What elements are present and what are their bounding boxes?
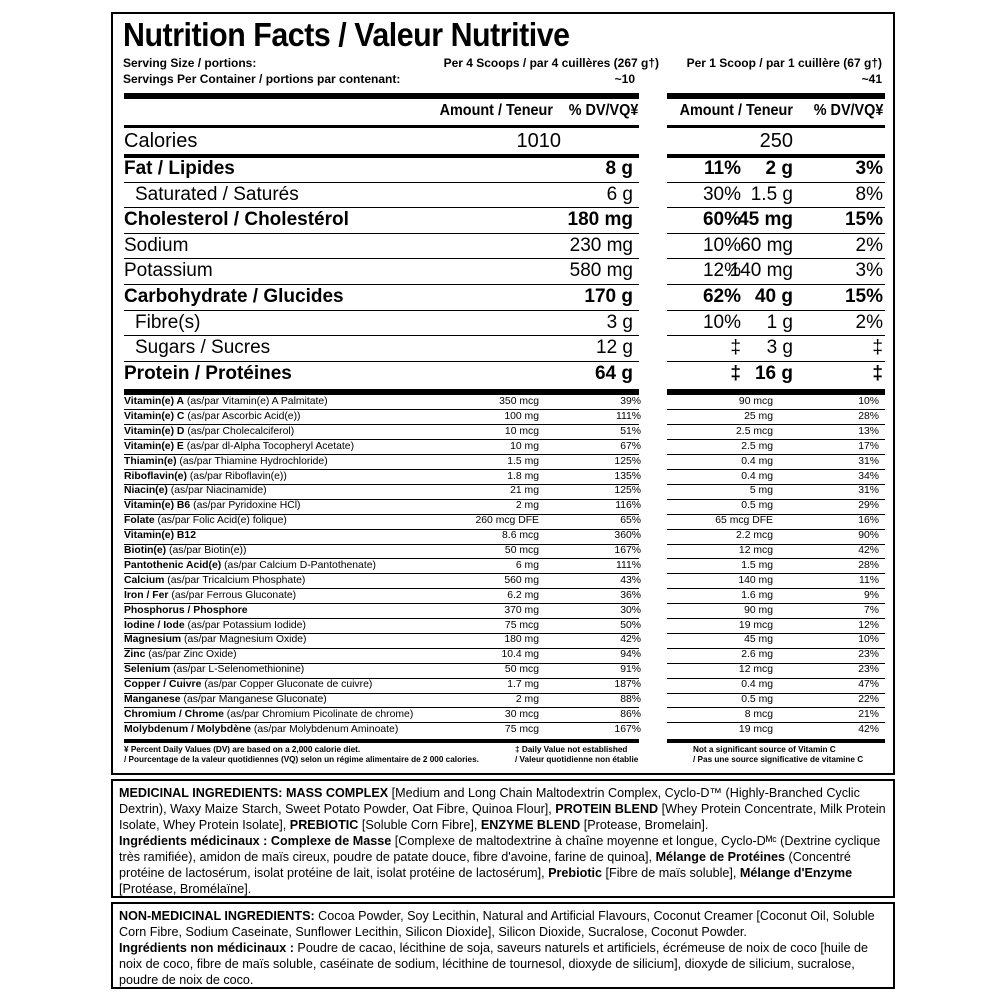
vitamin-name: Thiamin(e) [124, 455, 177, 467]
calories-4: 1010 [516, 130, 561, 152]
vitamin-source: (as/par Ferrous Gluconate) [168, 589, 297, 601]
amount-1-scoop: 140 mg [729, 260, 793, 282]
amount-4-scoops: 1.5 mg [507, 455, 539, 467]
vitamin-row [113, 395, 893, 410]
amount-1-scoop: 0.5 mg [741, 500, 773, 512]
vitamin-row [113, 693, 893, 708]
nutrient-row [113, 362, 893, 387]
dv-1-scoop: ‡ [872, 337, 883, 359]
nutrition-facts-panel [111, 12, 895, 775]
dv-4-scoops: 50% [620, 619, 641, 631]
amount-1-scoop: 65 mcg DFE [715, 515, 773, 527]
dv-4-scoops: ‡ [730, 362, 741, 384]
dv-1-scoop: ‡ [872, 362, 883, 384]
dv-4-scoops: 30% [702, 183, 741, 205]
dv-4-scoops: 360% [614, 530, 641, 542]
dv-1-scoop: 22% [858, 694, 879, 705]
ingredient-text: [Fibre de maïs soluble], [602, 866, 740, 880]
footnote-vitc [693, 745, 863, 765]
vitamin-name: Vitamin(e) C [124, 410, 185, 422]
amount-1-scoop: 19 mcg [738, 723, 773, 735]
amount-4-scoops: 64 g [594, 362, 633, 384]
dv-4-scoops: 94% [620, 649, 641, 661]
vitamin-source: (as/par dl-Alpha Tocopheryl Acetate) [183, 440, 355, 452]
vitamin-source: (as/par Molybdenum Aminoate) [251, 723, 399, 735]
ingredient-heading: Mélange de Protéines [655, 850, 786, 864]
ingredient-text: Poudre de cacao, lécithine de soja, saveurs naturels et artificiels, écrémeuse de noix de coco [huile de noix de coco, fibre de maïs soluble, caséinate de sodium, lécithine de tournesol, dioxyde de silicium], dioxyde de silicium, sucralose, poudre de noix de coco. [119, 941, 868, 987]
amount-4-scoops: 370 mg [504, 604, 539, 616]
vitamin-source: (as/par Cholecalciferol) [184, 425, 295, 437]
dv-1-scoop: 3% [855, 158, 883, 179]
amount-1-scoop: 60 mg [740, 234, 793, 256]
amount-1-scoop: 19 mcg [738, 619, 773, 631]
amount-4-scoops: 260 mcg DFE [475, 515, 539, 527]
servings-per-container-label: Servings Per Container / portions par contenant: [123, 72, 401, 86]
ingredient-heading: PREBIOTIC [289, 818, 359, 832]
dv-4-scoops: 67% [620, 440, 641, 452]
dv-1-scoop: 7% [863, 604, 879, 616]
vitamin-row [113, 514, 893, 529]
nutrient-row [113, 208, 893, 233]
amount-4-scoops: 560 mg [504, 574, 539, 586]
dv-4-scoops: 62% [702, 286, 741, 307]
vitamin-source: (as/par Folic Acid(e) folique) [154, 515, 287, 527]
servings-1-scoop: ~41 [861, 72, 882, 86]
vitamin-row [113, 484, 893, 499]
amount-1-scoop: 0.4 mg [741, 470, 773, 482]
ingredient-heading: MEDICINAL INGREDIENTS: MASS COMPLEX [119, 786, 389, 800]
amount-4-scoops: 1.8 mg [507, 470, 539, 482]
col-dv-1: % DV/VQ¥ [813, 102, 883, 119]
dv-4-scoops: 42% [620, 634, 641, 646]
vitamin-row [113, 708, 893, 723]
nutrient-row [113, 336, 893, 361]
amount-1-scoop: 8 mcg [744, 708, 773, 720]
amount-4-scoops: 180 mg [504, 634, 539, 646]
amount-1-scoop: 0.4 mg [741, 679, 773, 691]
vitamin-name: Molybdenum / Molybdène [124, 723, 252, 735]
rule-under-colhdr-right [667, 125, 885, 128]
vitamin-label [124, 663, 304, 677]
ingredient-text: [Protéase, Bromélaïne]. [119, 882, 252, 896]
vitamin-source: (as/par Tricalcium Phosphate) [164, 574, 306, 586]
amount-1-scoop: 45 mg [738, 209, 793, 231]
dv-1-scoop: 3% [855, 260, 883, 282]
vitamin-label [124, 693, 327, 707]
amount-1-scoop: 5 mg [749, 485, 773, 497]
dv-4-scoops: 167% [614, 723, 641, 735]
medicinal-ingredients-fr [119, 833, 887, 897]
amount-1-scoop: 25 mg [744, 410, 773, 422]
dv-4-scoops: 11% [704, 158, 741, 179]
amount-4-scoops: 180 mg [567, 209, 633, 231]
ingredient-heading: Prebiotic [548, 866, 603, 880]
amount-4-scoops: 6 mg [515, 559, 539, 571]
footnote-dagger-fr: / Valeur quotidienne non établie [515, 755, 639, 764]
vitamin-label [124, 484, 267, 498]
ingredient-text: [Protease, Bromelain]. [580, 818, 709, 832]
dv-4-scoops: 30% [620, 604, 641, 616]
vitamin-label [124, 410, 301, 424]
vitamin-source: (as/par Niacinamide) [167, 485, 267, 497]
col-amount-1: Amount / Teneur [679, 102, 793, 119]
dv-1-scoop: 15% [844, 209, 883, 231]
dv-1-scoop: 8% [855, 183, 883, 205]
vitamin-row [113, 529, 893, 544]
vitamin-name: Iron / Fer [124, 589, 169, 601]
dv-1-scoop: 23% [858, 664, 879, 676]
vitamin-label [124, 470, 287, 484]
vitamin-name: Magnesium [124, 634, 182, 646]
vitamin-label [124, 648, 237, 662]
vitamin-label [124, 514, 287, 528]
amount-1-scoop: 90 mg [744, 604, 773, 616]
ingredient-text: [Soluble Corn Fibre], [358, 818, 481, 832]
vitamin-name: Vitamin(e) E [124, 440, 184, 452]
amount-1-scoop: 16 g [754, 362, 793, 384]
dv-4-scoops: 39% [620, 396, 641, 407]
vitamin-label [124, 559, 376, 573]
vitamin-name: Chromium / Chrome [124, 708, 224, 720]
dv-1-scoop: 42% [858, 545, 879, 556]
thick-rule-footer-right [667, 739, 885, 743]
amount-1-scoop: 2 g [765, 158, 793, 179]
vitamin-name: Zinc [124, 649, 146, 661]
dv-1-scoop: 28% [858, 410, 879, 422]
dv-4-scoops: 65% [620, 515, 641, 527]
dv-1-scoop: 47% [858, 679, 879, 691]
vitamin-row [113, 544, 893, 559]
ingredient-text: [Complexe de maltodextrine à chaîne moyenne et longue, Cyclo-Dᴹᶜ (Dextrine cyclique très ramifiée), amidon de maïs cireux, poudre de patate douce, fibre d'avoine, farine de quinoa], [119, 834, 881, 864]
nutrient-label: Potassium [124, 260, 213, 282]
nutrient-row [113, 183, 893, 208]
vitamin-name: Niacin(e) [124, 485, 168, 497]
amount-4-scoops: 12 g [596, 337, 633, 359]
vitamin-name: Vitamin(e) D [124, 425, 185, 437]
non-medicinal-ingredients-panel [111, 902, 895, 989]
vitamin-row [113, 723, 893, 738]
vitamin-source: (as/par Chromium Picolinate de chrome) [223, 708, 414, 720]
dv-4-scoops: 167% [614, 545, 641, 556]
vitamin-source: (as/par Biotin(e)) [166, 545, 247, 556]
vitamin-row [113, 470, 893, 485]
vitamin-name: Vitamin(e) B6 [124, 500, 191, 512]
footnote-dv [124, 745, 479, 765]
vitamin-row [113, 499, 893, 514]
vitamin-name: Vitamin(e) B12 [124, 530, 196, 542]
vitamin-label [124, 499, 301, 513]
dv-1-scoop: 15% [844, 286, 883, 307]
vitamin-source: (as/par Thiamine Hydrochloride) [176, 455, 328, 467]
vitamin-label [124, 678, 372, 692]
amount-4-scoops: 2 mg [515, 500, 539, 512]
dv-4-scoops: 43% [620, 574, 641, 586]
ingredient-heading: NON-MEDICINAL INGREDIENTS: [119, 909, 315, 923]
vitamin-source: (as/par Potassium Iodide) [184, 619, 306, 631]
col-amount-4: Amount / Teneur [439, 102, 553, 119]
amount-4-scoops: 10.4 mg [501, 649, 539, 661]
amount-4-scoops: 8 g [605, 158, 633, 179]
vitamin-row [113, 589, 893, 604]
nutrient-label: Fibre(s) [135, 311, 201, 333]
vitamin-label [124, 425, 294, 439]
amount-1-scoop: 2.6 mg [741, 649, 773, 661]
thick-rule-left [124, 93, 639, 99]
dv-4-scoops: 187% [614, 679, 641, 691]
vitamin-name: Pantothenic Acid(e) [124, 559, 222, 571]
vitamin-source: (as/par Calcium D-Pantothenate) [221, 559, 376, 571]
dv-1-scoop: 34% [858, 470, 879, 482]
nutrient-label: Cholesterol / Cholestérol [124, 209, 349, 231]
nutrient-label: Saturated / Saturés [135, 183, 299, 205]
amount-4-scoops: 10 mcg [504, 425, 539, 437]
vitamin-label [124, 529, 196, 543]
dv-1-scoop: 2% [855, 311, 883, 333]
amount-4-scoops: 350 mcg [499, 396, 539, 407]
non-medicinal-ingredients-fr [119, 940, 887, 988]
rule-under-colhdr-left [124, 125, 639, 128]
amount-4-scoops: 170 g [584, 286, 633, 307]
amount-4-scoops: 6 g [606, 183, 633, 205]
amount-1-scoop: 0.4 mg [741, 455, 773, 467]
dv-1-scoop: 31% [858, 485, 879, 497]
dv-1-scoop: 10% [858, 634, 879, 646]
medicinal-ingredients-panel [111, 779, 895, 898]
vitamin-source: (as/par L-Selenomethionine) [170, 664, 305, 676]
dv-1-scoop: 13% [858, 425, 879, 437]
servings-4-scoops: ~10 [614, 72, 635, 86]
footnote-dagger [515, 745, 638, 765]
amount-1-scoop: 2.2 mcg [736, 530, 773, 542]
dv-4-scoops: 111% [615, 410, 641, 422]
nutrient-label: Sugars / Sucres [135, 337, 271, 359]
amount-4-scoops: 580 mg [569, 260, 633, 282]
vitamin-name: Vitamin(e) A [124, 396, 185, 407]
vitamin-name: Biotin(e) [124, 545, 167, 556]
vitamin-label [124, 544, 246, 558]
footnote-dv-en: ¥ Percent Daily Values (DV) are based on a 2,000 calorie diet. [124, 745, 361, 754]
dv-4-scoops: 125% [614, 455, 641, 467]
amount-4-scoops: 50 mcg [504, 664, 539, 676]
amount-4-scoops: 75 mcg [504, 723, 539, 735]
amount-1-scoop: 90 mcg [738, 396, 773, 407]
amount-4-scoops: 1.7 mg [507, 679, 539, 691]
vitamin-name: Iodine / Iode [124, 619, 185, 631]
dv-4-scoops: 135% [614, 470, 641, 482]
vitamin-row [113, 604, 893, 619]
dv-1-scoop: 31% [858, 455, 879, 467]
vitamin-row [113, 440, 893, 455]
vitamin-label [124, 395, 328, 409]
dv-1-scoop: 21% [858, 708, 879, 720]
amount-1-scoop: 40 g [754, 286, 793, 307]
amount-4-scoops: 100 mg [504, 410, 539, 422]
vitamin-row [113, 633, 893, 648]
vitamin-row [113, 663, 893, 678]
dv-4-scoops: 91% [620, 664, 641, 676]
vitamin-source: (as/par Copper Gluconate de cuivre) [201, 679, 373, 691]
vitamin-name: Copper / Cuivre [124, 679, 202, 691]
dv-1-scoop: 11% [858, 574, 879, 586]
amount-4-scoops: 21 mg [510, 485, 539, 497]
amount-1-scoop: 2.5 mcg [736, 425, 773, 437]
dv-4-scoops: 51% [620, 425, 641, 437]
ingredient-heading: Mélange d'Enzyme [739, 866, 853, 880]
vitamin-row [113, 455, 893, 470]
vitamin-row [113, 619, 893, 634]
nutrient-label: Fat / Lipides [124, 158, 235, 179]
vitamin-row [113, 425, 893, 440]
amount-1-scoop: 45 mg [744, 634, 773, 646]
dv-4-scoops: 125% [614, 485, 641, 497]
amount-1-scoop: 1.5 mg [741, 559, 773, 571]
dv-4-scoops: ‡ [730, 337, 741, 359]
facts-title: Nutrition Facts / Valeur Nutritive [123, 16, 570, 53]
amount-1-scoop: 12 mcg [738, 545, 773, 556]
footnote-dagger-en: ‡ Daily Value not established [515, 745, 628, 754]
vitamin-source: (as/par Magnesium Oxide) [181, 634, 307, 646]
nutrient-row [113, 157, 893, 182]
thick-rule-footer-left [124, 739, 639, 743]
nutrient-label: Carbohydrate / Glucides [124, 286, 344, 307]
dv-1-scoop: 28% [858, 559, 879, 571]
vitamin-name: Riboflavin(e) [124, 470, 187, 482]
vitamin-label [124, 589, 296, 603]
vitamin-source: (as/par Ascorbic Acid(e)) [184, 410, 301, 422]
amount-1-scoop: 2.5 mg [741, 440, 773, 452]
non-medicinal-ingredients-en [119, 908, 887, 940]
dv-4-scoops: 88% [620, 694, 641, 705]
vitamin-row [113, 410, 893, 425]
nutrient-row [113, 234, 893, 259]
calories-1: 250 [759, 130, 793, 152]
dv-1-scoop: 42% [858, 723, 879, 735]
vitamin-name: Selenium [124, 664, 171, 676]
ingredient-heading: Ingrédients médicinaux : Complexe de Masse [119, 834, 392, 848]
ingredient-text: [Whey Protein Concentrate, Milk Protein Isolate, Whey Protein Isolate], [119, 802, 886, 832]
ingredient-heading: Ingrédients non médicinaux : [119, 941, 294, 955]
dv-1-scoop: 29% [858, 500, 879, 512]
ingredient-heading: ENZYME BLEND [480, 818, 581, 832]
dv-4-scoops: 60% [702, 209, 741, 231]
vitamin-label [124, 723, 398, 737]
nutrient-row [113, 285, 893, 310]
amount-1-scoop: 1 g [766, 311, 793, 333]
vitamin-label [124, 619, 306, 633]
vitamin-source: (as/par Vitamin(e) A Palmitate) [184, 396, 328, 407]
ingredient-text: [Medium and Long Chain Maltodextrin Complex, Cyclo-D™ (Highly-Branched Cyclic Dextrin), Waxy Maize Starch, Sweet Potato Powder, Oat Fibre, Quinoa Flour], [119, 786, 860, 816]
vitamin-row [113, 678, 893, 693]
vitamin-name: Phosphorus / Phosphore [124, 604, 248, 616]
vitamin-label [124, 574, 305, 588]
dv-4-scoops: 111% [615, 559, 641, 571]
amount-4-scoops: 75 mcg [504, 619, 539, 631]
amount-4-scoops: 2 mg [515, 694, 539, 705]
nutrient-label: Protein / Protéines [124, 362, 292, 384]
vitamin-row [113, 574, 893, 589]
amount-1-scoop: 1.5 g [750, 183, 793, 205]
amount-4-scoops: 30 mcg [504, 708, 539, 720]
serving-size-4-scoops: Per 4 Scoops / par 4 cuillères (267 g†) [443, 56, 659, 70]
amount-1-scoop: 12 mcg [738, 664, 773, 676]
amount-4-scoops: 3 g [606, 311, 633, 333]
vitamin-label [124, 604, 248, 618]
vitamin-name: Calcium [124, 574, 165, 586]
dv-1-scoop: 90% [858, 530, 879, 542]
calories-label: Calories [124, 130, 198, 152]
dv-1-scoop: 23% [858, 649, 879, 661]
amount-4-scoops: 8.6 mcg [502, 530, 539, 542]
dv-4-scoops: 12% [702, 260, 741, 282]
serving-size-label: Serving Size / portions: [123, 56, 257, 70]
amount-4-scoops: 6.2 mg [507, 589, 539, 601]
amount-1-scoop: 140 mg [738, 574, 773, 586]
nutrient-row [113, 311, 893, 336]
vitamin-label [124, 455, 328, 469]
amount-1-scoop: 1.6 mg [741, 589, 773, 601]
footnote-vitc-fr: / Pas une source significative de vitamine C [693, 755, 864, 764]
nutrient-label: Sodium [124, 234, 189, 256]
amount-4-scoops: 10 mg [510, 440, 539, 452]
thick-rule-right [667, 93, 885, 99]
ingredient-text: (Concentré protéine de lactosérum, isolat protéine de lait, isolat protéine de lactosérum], [119, 850, 851, 880]
dv-1-scoop: 10% [858, 396, 879, 407]
vitamin-name: Folate [124, 515, 155, 527]
calories-row [113, 129, 893, 154]
dv-4-scoops: 36% [620, 589, 641, 601]
amount-1-scoop: 3 g [766, 337, 793, 359]
dv-1-scoop: 12% [858, 619, 879, 631]
vitamin-source: (as/par Zinc Oxide) [145, 649, 237, 661]
dv-4-scoops: 10% [702, 311, 741, 333]
col-dv-4: % DV/VQ¥ [568, 102, 638, 119]
vitamin-source: (as/par Riboflavin(e)) [186, 470, 287, 482]
vitamin-source: (as/par Manganese Gluconate) [180, 694, 327, 705]
footnote-dv-fr: / Pourcentage de la valeur quotidiennes (VQ) selon un régime alimentaire de 2 000 calories. [124, 755, 479, 764]
amount-1-scoop: 0.5 mg [741, 694, 773, 705]
dv-1-scoop: 16% [858, 515, 879, 527]
dv-1-scoop: 2% [855, 234, 883, 256]
vitamin-source: (as/par Pyridoxine HCl) [190, 500, 301, 512]
vitamin-label [124, 708, 413, 722]
dv-1-scoop: 17% [858, 440, 879, 452]
medicinal-ingredients-en [119, 785, 887, 833]
amount-4-scoops: 230 mg [569, 234, 633, 256]
vitamin-row [113, 648, 893, 663]
ingredient-heading: PROTEIN BLEND [555, 802, 659, 816]
vitamin-label [124, 633, 306, 647]
serving-size-1-scoop: Per 1 Scoop / par 1 cuillère (67 g†) [686, 56, 882, 70]
dv-4-scoops: 86% [620, 708, 641, 720]
dv-4-scoops: 116% [615, 500, 641, 512]
footnote-vitc-en: Not a significant source of Vitamin C [693, 745, 836, 754]
dv-4-scoops: 10% [702, 234, 741, 256]
vitamin-name: Manganese [124, 694, 181, 705]
vitamin-label [124, 440, 354, 454]
vitamin-row [113, 559, 893, 574]
ingredient-text: Cocoa Powder, Soy Lecithin, Natural and Artificial Flavours, Coconut Creamer [Coconut Oil, Soluble Corn Fibre, Sodium Caseinate, Sunflower Lecithin, Silicon Dioxide], Silicon Dioxide, Sucralose, Coconut Powder. [119, 909, 875, 939]
nutrient-row [113, 259, 893, 284]
amount-4-scoops: 50 mcg [504, 545, 539, 556]
dv-1-scoop: 9% [863, 589, 879, 601]
